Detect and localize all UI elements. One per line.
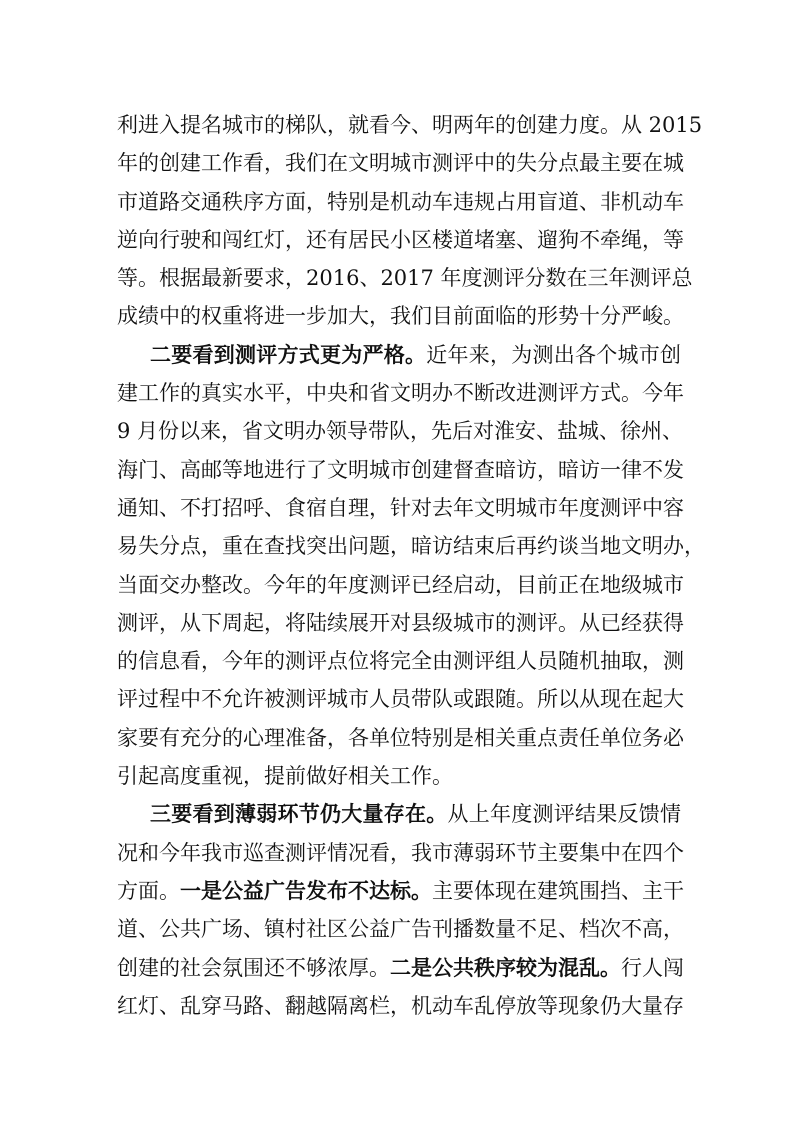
body-text: 9 月份以来，省文明办领导带队，先后对淮安、盐城、徐州、 xyxy=(117,419,684,444)
bold-heading-text: 二要看到测评方式更为严格。 xyxy=(150,341,427,367)
text-line xyxy=(117,795,681,833)
text-line xyxy=(117,566,684,604)
text-line xyxy=(117,527,705,565)
text-line xyxy=(117,221,684,259)
bold-heading-text: 二是公共秩序较为混乱。 xyxy=(390,954,621,980)
body-text: 况和今年我市巡查测评情况看，我市薄弱环节主要集中在四个 xyxy=(117,840,684,865)
body-text: 市道路交通秩序方面，特别是机动车违规占用盲道、非机动车 xyxy=(117,189,684,214)
text-line xyxy=(117,757,681,795)
body-text: 道、公共广场、镇村社区公益广告刊播数量不足、档次不高， xyxy=(117,917,684,942)
document-body xyxy=(117,106,705,1025)
body-text: 主要体现在建筑围挡、主干 xyxy=(432,878,684,903)
text-line xyxy=(117,106,703,144)
text-line xyxy=(117,680,684,718)
text-line xyxy=(117,412,684,450)
text-line xyxy=(117,297,684,335)
body-text: 测评，从下周起，将陆续展开对县级城市的测评。从已经获得 xyxy=(117,610,684,635)
body-text: 行人闯 xyxy=(621,955,684,980)
text-line xyxy=(117,259,693,297)
text-line xyxy=(117,604,684,642)
body-text: 评过程中不允许被测评城市人员带队或跟随。所以从现在起大 xyxy=(117,687,684,712)
text-line xyxy=(117,642,684,680)
text-line xyxy=(117,374,684,412)
body-text: 的信息看，今年的测评点位将完全由测评组人员随机抽取，测 xyxy=(117,649,684,674)
body-text: 创建的社会氛围还不够浓厚。 xyxy=(117,955,390,980)
paragraph xyxy=(117,336,705,796)
bold-heading-text: 三要看到薄弱环节仍大量存在。 xyxy=(150,801,448,827)
body-text: 从上年度测评结果反馈情 xyxy=(447,802,681,827)
text-line xyxy=(117,336,681,374)
body-text: 建工作的真实水平，中央和省文明办不断改进测评方式。今年 xyxy=(117,381,684,406)
text-line xyxy=(117,489,684,527)
text-line xyxy=(117,834,684,872)
body-text: 海门、高邮等地进行了文明城市创建督查暗访，暗访一律不发 xyxy=(117,457,684,482)
text-line xyxy=(117,987,684,1025)
text-line xyxy=(117,183,684,221)
text-line xyxy=(117,144,684,182)
body-text: 易失分点，重在查找突出问题，暗访结束后再约谈当地文明办， xyxy=(117,534,705,559)
body-text: 近年来，为测出各个城市创 xyxy=(426,342,681,367)
body-text: 逆向行驶和闯红灯，还有居民小区楼道堵塞、遛狗不牵绳，等 xyxy=(117,227,684,252)
text-line xyxy=(117,451,684,489)
text-line xyxy=(117,949,684,987)
body-text: 等。根据最新要求，2016、2017 年度测评分数在三年测评总 xyxy=(117,266,693,291)
bold-heading-text: 一是公益广告发布不达标。 xyxy=(180,877,432,903)
body-text: 利进入提名城市的梯队，就看今、明两年的创建力度。从 2015 xyxy=(117,113,703,137)
body-text: 成绩中的权重将进一步加大，我们目前面临的形势十分严峻。 xyxy=(117,304,684,329)
body-text: 引起高度重视，提前做好相关工作。 xyxy=(117,764,453,789)
text-line xyxy=(117,719,684,757)
paragraph xyxy=(117,106,703,336)
body-text: 通知、不打招呼、食宿自理，针对去年文明城市年度测评中容 xyxy=(117,495,684,520)
body-text: 当面交办整改。今年的年度测评已经启动，目前正在地级城市 xyxy=(117,572,684,597)
body-text: 年的创建工作看，我们在文明城市测评中的失分点最主要在城 xyxy=(117,151,684,176)
text-line xyxy=(117,910,684,948)
body-text: 方面。 xyxy=(117,878,180,903)
paragraph xyxy=(117,795,684,1025)
body-text: 家要有充分的心理准备，各单位特别是相关重点责任单位务必 xyxy=(117,725,684,750)
body-text: 红灯、乱穿马路、翻越隔离栏，机动车乱停放等现象仍大量存 xyxy=(117,993,684,1018)
text-line xyxy=(117,872,684,910)
